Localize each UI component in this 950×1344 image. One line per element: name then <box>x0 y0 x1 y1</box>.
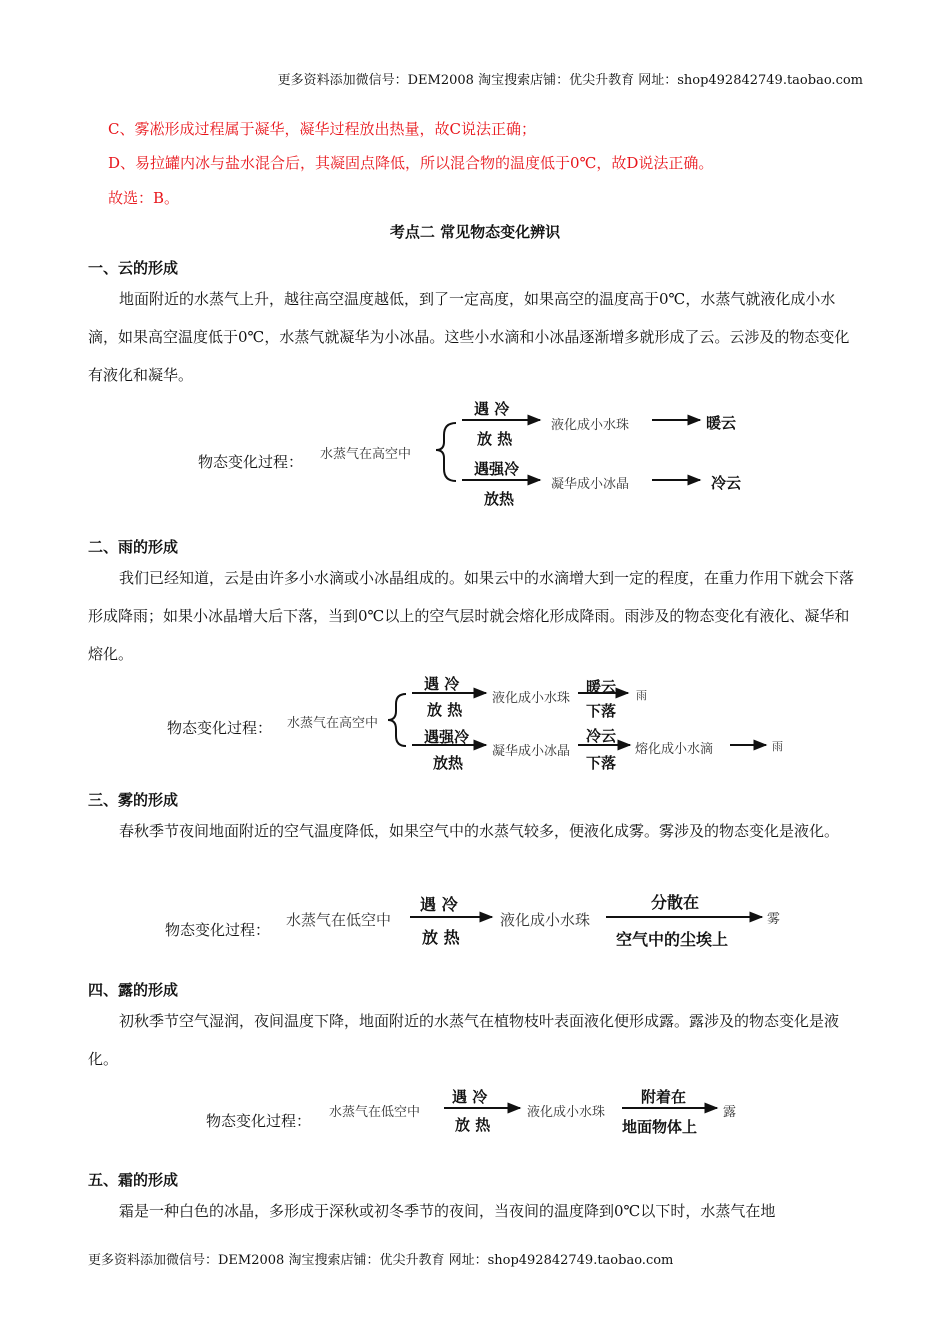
dew-start: 水蒸气在低空中 <box>329 1105 421 1120</box>
dew-result: 液化成小水珠 <box>527 1105 606 1120</box>
cloud-upper-heat: 放 热 <box>477 430 513 448</box>
rain-brace <box>388 694 406 746</box>
fog-disperse: 分散在 <box>651 893 700 912</box>
rain-diagram <box>0 660 950 780</box>
rain-lower-melt: 熔化成小水滴 <box>635 742 714 757</box>
rain-lower-heat: 放热 <box>433 754 464 772</box>
rain-upper-cloud: 暖云 <box>586 678 617 696</box>
para-rain: 我们已经知道，云是由许多小水滴或小冰晶组成的。如果云中的水滴增大到一定的程度，在重力作用下就会下落形成降雨；如果小冰晶增大后下落，当到0℃以上的空气层时就会熔化形成降雨。雨涉及的物态变化有液化、凝华和熔化。 <box>88 569 855 663</box>
rain-upper-fall: 下落 <box>586 702 617 720</box>
page-header: 更多资料添加微信号：DEM2008 淘宝搜索店铺：优尖升教育 网址：shop492842749.taobao.com <box>277 73 863 88</box>
heading-rain: 二、雨的形成 <box>88 538 179 556</box>
fog-end: 雾 <box>767 912 781 927</box>
fog-result: 液化成小水珠 <box>500 911 591 929</box>
cloud-diagram <box>0 390 950 510</box>
fog-heat: 放 热 <box>422 928 460 947</box>
section-title: 考点二 常见物态变化辨识 <box>389 223 561 241</box>
para-dew: 初秋季节空气湿润，夜间温度下降，地面附近的水蒸气在植物枝叶表面液化便形成露。露涉及的物态变化是液化。 <box>88 1012 840 1068</box>
page-footer: 更多资料添加微信号：DEM2008 淘宝搜索店铺：优尖升教育 网址：shop492842749.taobao.com <box>88 1253 674 1268</box>
cloud-lower-condition: 遇强冷 <box>474 460 520 478</box>
fog-condition: 遇 冷 <box>420 895 458 914</box>
cloud-brace <box>436 423 456 481</box>
rain-upper-result: 液化成小水珠 <box>492 691 571 706</box>
para-cloud: 地面附近的水蒸气上升，越往高空温度越低，到了一定高度，如果高空的温度高于0℃，水蒸气就液化成小水滴，如果高空温度低于0℃，水蒸气就凝华为小冰晶。这些小水滴和小冰晶逐渐增多就形成了云。云涉及的物态变化有液化和凝华。 <box>88 290 850 384</box>
rain-lower-cloud: 冷云 <box>586 727 617 745</box>
para-fog: 春秋季节夜间地面附近的空气温度降低，如果空气中的水蒸气较多，便液化成雾。雾涉及的物态变化是液化。 <box>119 822 840 840</box>
process-label-cloud: 物态变化过程： <box>198 453 304 471</box>
process-label-dew: 物态变化过程： <box>206 1112 312 1130</box>
fog-dust: 空气中的尘埃上 <box>616 930 729 949</box>
rain-upper-end: 雨 <box>636 689 647 702</box>
process-label-fog: 物态变化过程： <box>165 921 271 939</box>
heading-dew: 四、露的形成 <box>88 981 179 999</box>
answer-line-c: C、雾凇形成过程属于凝华，凝华过程放出热量，故C说法正确； <box>108 120 536 138</box>
rain-upper-heat: 放 热 <box>427 701 463 719</box>
answer-line-choice: 故选：B。 <box>108 189 180 207</box>
para-frost: 霜是一种白色的冰晶，多形成于深秋或初冬季节的夜间，当夜间的温度降到0℃以下时，水蒸气在地 <box>119 1202 776 1220</box>
dew-diagram <box>0 1095 950 1125</box>
rain-lower-end: 雨 <box>772 740 783 753</box>
cloud-upper-result: 液化成小水珠 <box>551 418 630 433</box>
cloud-lower-result: 凝华成小冰晶 <box>551 477 630 492</box>
heading-cloud: 一、云的形成 <box>88 259 179 277</box>
fog-diagram <box>0 900 950 940</box>
dew-condition: 遇 冷 <box>452 1088 488 1106</box>
answer-line-d: D、易拉罐内冰与盐水混合后，其凝固点降低，所以混合物的温度低于0℃，故D说法正确。 <box>108 154 714 172</box>
dew-heat: 放 热 <box>455 1116 491 1134</box>
rain-lower-fall: 下落 <box>586 754 617 772</box>
heading-frost: 五、霜的形成 <box>88 1171 179 1189</box>
heading-fog: 三、雾的形成 <box>88 791 179 809</box>
cloud-start: 水蒸气在高空中 <box>320 447 412 462</box>
cloud-upper-condition: 遇 冷 <box>474 400 510 418</box>
rain-upper-condition: 遇 冷 <box>424 675 460 693</box>
rain-start: 水蒸气在高空中 <box>287 716 379 731</box>
fog-start: 水蒸气在低空中 <box>286 911 392 929</box>
rain-lower-result: 凝华成小冰晶 <box>492 744 571 759</box>
cloud-lower-heat: 放热 <box>484 490 515 508</box>
cloud-upper-end: 暖云 <box>706 414 737 432</box>
rain-lower-condition: 遇强冷 <box>424 728 470 746</box>
process-label-rain: 物态变化过程： <box>167 719 273 737</box>
cloud-lower-end: 冷云 <box>711 474 742 492</box>
dew-attach: 附着在 <box>641 1088 687 1106</box>
dew-surface: 地面物体上 <box>622 1118 698 1136</box>
dew-end: 露 <box>723 1105 737 1120</box>
